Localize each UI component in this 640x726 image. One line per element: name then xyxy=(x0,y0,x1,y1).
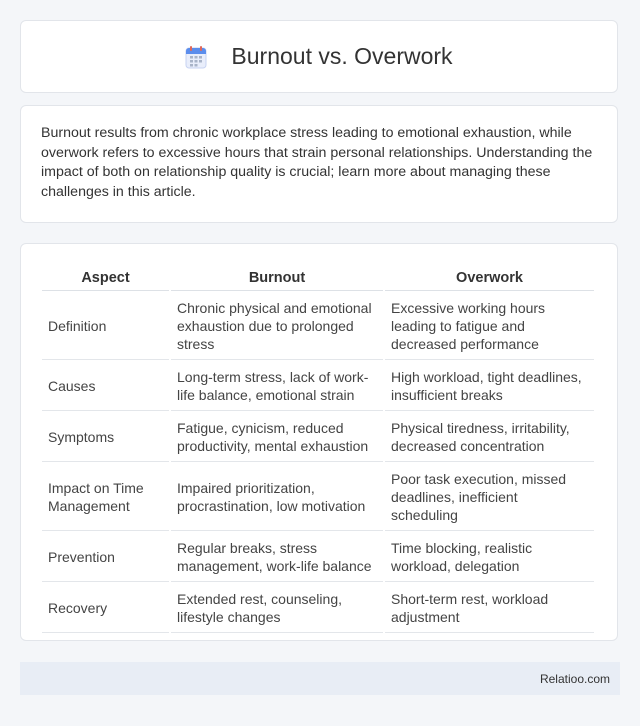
row-aspect: Causes xyxy=(42,362,169,411)
row-burnout: Extended rest, counseling, lifestyle changes xyxy=(171,584,383,633)
header-overwork: Overwork xyxy=(385,266,594,291)
row-aspect: Definition xyxy=(42,293,169,360)
row-burnout: Chronic physical and emotional exhaustion due to prolonged stress xyxy=(171,293,383,360)
table-row xyxy=(42,584,594,633)
title-card xyxy=(20,20,618,93)
table-header-row xyxy=(42,266,594,291)
header-aspect: Aspect xyxy=(42,266,169,291)
header-burnout: Burnout xyxy=(171,266,383,291)
row-overwork: Physical tiredness, irritability, decreased concentration xyxy=(385,413,594,462)
row-aspect: Symptoms xyxy=(42,413,169,462)
row-overwork: Excessive working hours leading to fatigue and decreased performance xyxy=(385,293,594,360)
row-aspect: Recovery xyxy=(42,584,169,633)
intro-paragraph: Burnout results from chronic workplace stress leading to emotional exhaustion, while overwork refers to excessive hours that strain personal relationships. Understanding the impact of both on relationship quality is crucial; learn more about managing these challenges in this article. xyxy=(41,125,593,200)
table-row xyxy=(42,362,594,411)
footer-brand-link[interactable]: Relatioo.com xyxy=(539,671,610,686)
row-aspect: Impact on Time Management xyxy=(42,464,169,531)
table-row xyxy=(42,533,594,582)
table-row xyxy=(42,464,594,531)
row-overwork: Time blocking, realistic workload, delegation xyxy=(385,533,594,582)
row-burnout: Impaired prioritization, procrastination, low motivation xyxy=(171,464,383,531)
row-burnout: Regular breaks, stress management, work-life balance xyxy=(171,533,383,582)
row-aspect: Prevention xyxy=(42,533,169,582)
footer xyxy=(20,662,620,695)
page-title xyxy=(185,43,452,70)
row-burnout: Long-term stress, lack of work-life balance, emotional strain xyxy=(171,362,383,411)
comparison-table xyxy=(40,264,596,635)
table-row xyxy=(42,413,594,462)
intro-card xyxy=(20,105,618,223)
row-overwork: Poor task execution, missed deadlines, inefficient scheduling xyxy=(385,464,594,531)
row-overwork: Short-term rest, workload adjustment xyxy=(385,584,594,633)
comparison-card xyxy=(20,243,618,641)
row-burnout: Fatigue, cynicism, reduced productivity, mental exhaustion xyxy=(171,413,383,462)
title-text: Burnout vs. Overwork xyxy=(231,43,453,69)
row-overwork: High workload, tight deadlines, insufficient breaks xyxy=(385,362,594,411)
table-row xyxy=(42,293,594,360)
calendar-icon xyxy=(185,45,207,69)
